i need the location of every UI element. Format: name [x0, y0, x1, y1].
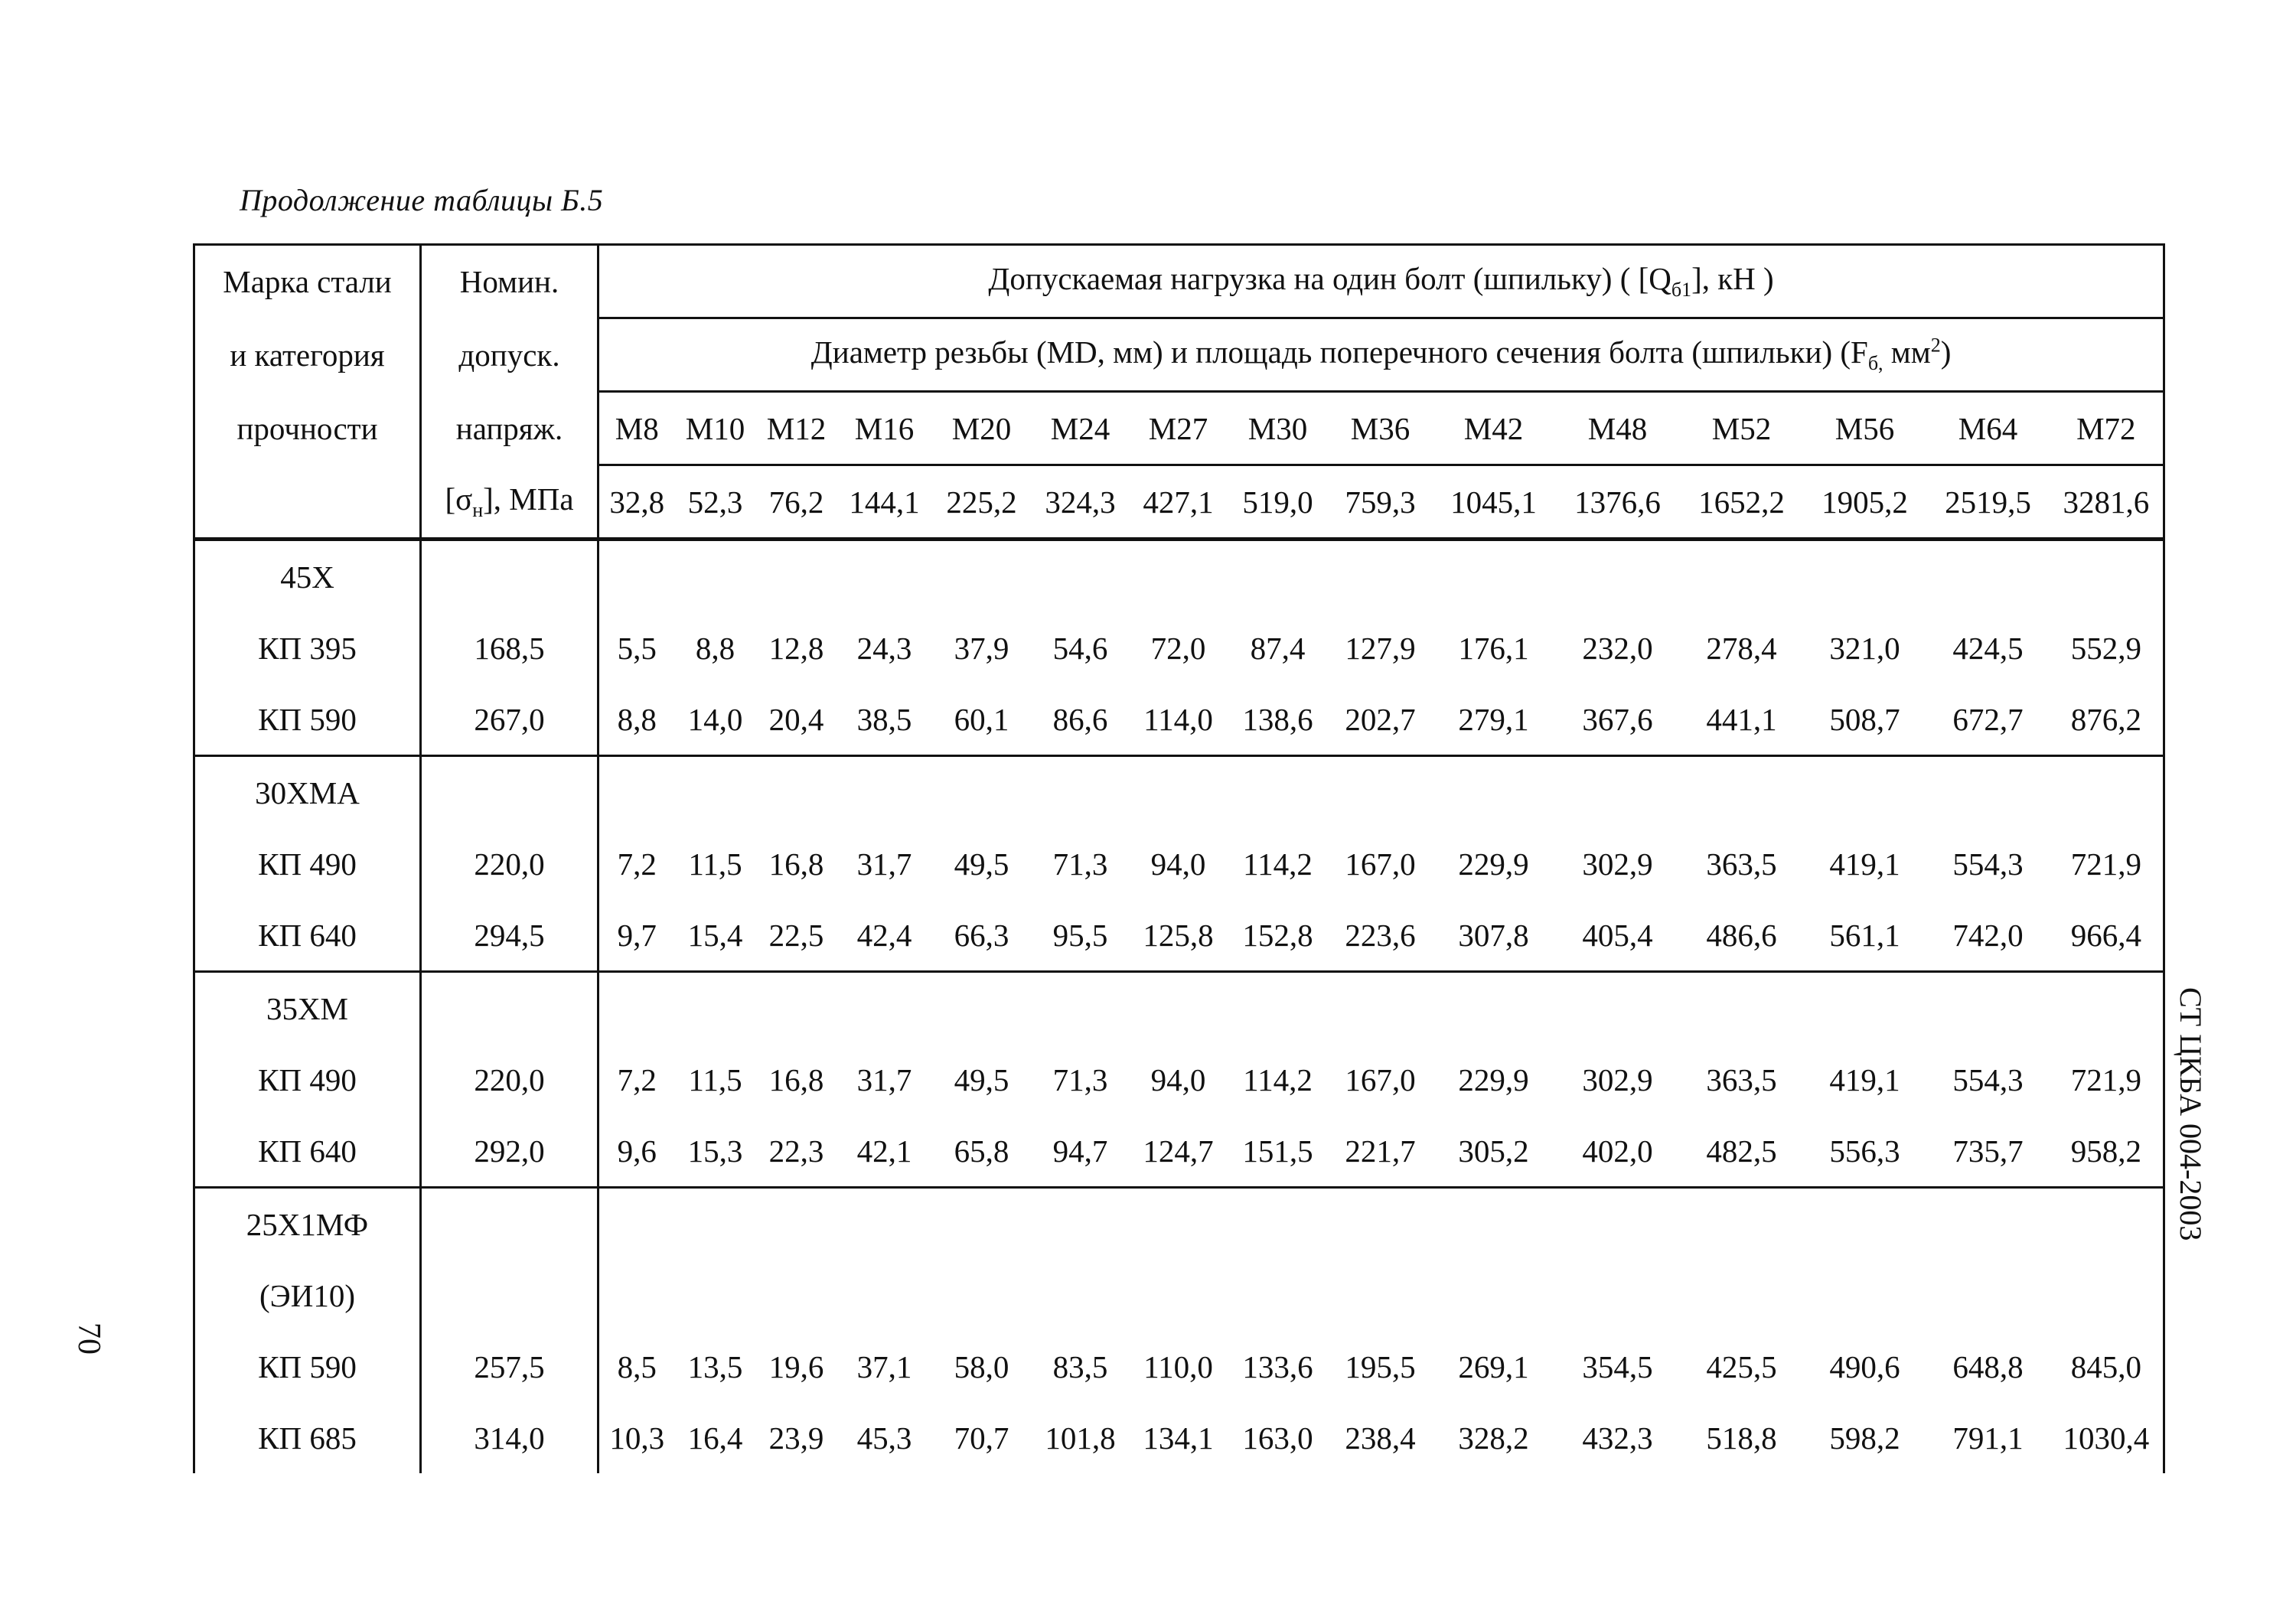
- load-value: 432,3: [1582, 1420, 1653, 1456]
- header-row-1: [194, 245, 2164, 318]
- steel-name-row: [194, 540, 2164, 613]
- steel-grade: 45Х: [194, 540, 421, 613]
- size-header: M72: [2050, 392, 2164, 465]
- load-value: 49,5: [954, 1061, 1009, 1097]
- steel-name-row: [194, 756, 2164, 829]
- allowable-stress: 168,5: [421, 612, 598, 683]
- empty-cell: [598, 1188, 675, 1260]
- size-header: M56: [1803, 392, 1927, 465]
- load-value: 70,7: [954, 1420, 1009, 1456]
- load-value: 11,5: [688, 1061, 742, 1097]
- empty-cell: [675, 1188, 756, 1260]
- strength-category: КП 590: [194, 1331, 421, 1402]
- load-value: 13,5: [687, 1348, 743, 1384]
- area-header: 1652,2: [1681, 465, 1803, 540]
- allowable-stress: 220,0: [421, 828, 598, 899]
- load-value: 419,1: [1829, 1061, 1900, 1097]
- allowable-stress: 220,0: [421, 1044, 598, 1115]
- load-value: 7,2: [598, 828, 675, 899]
- empty-cell: [1032, 1260, 1130, 1331]
- load-value: 482,5: [1681, 1115, 1803, 1188]
- steel-grade: 25Х1МФ: [194, 1188, 421, 1260]
- header-stress-line-3: напряж.: [421, 392, 598, 465]
- empty-cell: [1927, 1260, 2050, 1331]
- load-value: 72,0: [1150, 630, 1206, 666]
- empty-cell: [598, 972, 675, 1045]
- load-value: 490,6: [1829, 1348, 1900, 1384]
- empty-cell: [2050, 1188, 2164, 1260]
- size-header: M10: [675, 392, 756, 465]
- empty-cell: [1803, 540, 1927, 613]
- load-value: 58,0: [954, 1348, 1009, 1384]
- load-value: 328,2: [1458, 1420, 1529, 1456]
- size-header: M48: [1555, 392, 1681, 465]
- area-header: 3281,6: [2050, 465, 2164, 540]
- table-row: [194, 828, 2164, 899]
- size-header: M42: [1433, 392, 1555, 465]
- load-value: 791,1: [1952, 1420, 2024, 1456]
- table-row: [194, 1402, 2164, 1473]
- load-value: 167,0: [1345, 846, 1416, 882]
- load-value: 127,9: [1345, 630, 1416, 666]
- size-header: M24: [1032, 392, 1130, 465]
- table-row: [194, 683, 2164, 756]
- load-value: 95,5: [1032, 899, 1130, 972]
- empty-cell: [932, 972, 1032, 1045]
- load-value: 24,3: [856, 630, 912, 666]
- load-value: 223,6: [1329, 899, 1433, 972]
- load-value: 54,6: [1052, 630, 1108, 666]
- empty-cell: [2050, 972, 2164, 1045]
- load-value: 86,6: [1032, 683, 1130, 756]
- load-value: 31,7: [856, 846, 912, 882]
- strength-category: КП 490: [194, 828, 421, 899]
- load-value: 37,9: [954, 630, 1009, 666]
- header-steel-line-1: Марка стали: [194, 245, 421, 318]
- empty-cell: [1130, 1260, 1228, 1331]
- load-value: 49,5: [954, 846, 1009, 882]
- load-value: 232,0: [1582, 630, 1653, 666]
- load-value: 648,8: [1952, 1348, 2024, 1384]
- load-value: 11,5: [688, 846, 742, 882]
- empty-cell: [1130, 756, 1228, 829]
- strength-category: КП 640: [194, 899, 421, 972]
- load-value: 45,3: [856, 1420, 912, 1456]
- empty-cell: [1433, 1260, 1555, 1331]
- empty-cell: [1803, 1260, 1927, 1331]
- load-value: 958,2: [2050, 1115, 2164, 1188]
- load-value: 8,8: [598, 683, 675, 756]
- area-header: 52,3: [675, 465, 756, 540]
- empty-cell: [932, 1188, 1032, 1260]
- size-header: M30: [1228, 392, 1329, 465]
- header-thread-title: Диаметр резьбы (MD, мм) и площадь поперечного сечения болта (шпильки) ($F_{б,}$ $мм^2$): [598, 318, 2164, 392]
- load-value: 269,1: [1458, 1348, 1529, 1384]
- strength-category: КП 490: [194, 1044, 421, 1115]
- steel-grade: (ЭИ10): [194, 1260, 421, 1331]
- load-value: 14,0: [675, 683, 756, 756]
- area-header: 519,0: [1228, 465, 1329, 540]
- empty-cell: [598, 1260, 675, 1331]
- header-areas-row: [194, 465, 2164, 540]
- load-value: 363,5: [1706, 846, 1777, 882]
- empty-cell: [1803, 756, 1927, 829]
- empty-cell: [1433, 972, 1555, 1045]
- load-value: 321,0: [1829, 630, 1900, 666]
- strength-category: КП 685: [194, 1402, 421, 1473]
- load-value: 367,6: [1555, 683, 1681, 756]
- header-steel-empty: [194, 465, 421, 540]
- load-value: 22,5: [756, 899, 837, 972]
- table-row: [194, 1331, 2164, 1402]
- stress-empty: [421, 756, 598, 829]
- empty-cell: [932, 540, 1032, 613]
- allowable-stress: 257,5: [421, 1331, 598, 1402]
- load-value: 9,7: [598, 899, 675, 972]
- load-value: 151,5: [1228, 1115, 1329, 1188]
- load-value: 124,7: [1130, 1115, 1228, 1188]
- load-value: 876,2: [2050, 683, 2164, 756]
- load-value: 114,2: [1243, 1061, 1313, 1097]
- load-value: 167,0: [1345, 1061, 1416, 1097]
- table-row: [194, 612, 2164, 683]
- load-value: 229,9: [1458, 846, 1529, 882]
- steel-grade: 35ХМ: [194, 972, 421, 1045]
- load-value: 561,1: [1803, 899, 1927, 972]
- empty-cell: [932, 756, 1032, 829]
- load-value: 101,8: [1045, 1420, 1116, 1456]
- size-header: M8: [598, 392, 675, 465]
- empty-cell: [675, 756, 756, 829]
- area-header: 427,1: [1130, 465, 1228, 540]
- table-row: [194, 899, 2164, 972]
- load-value: 176,1: [1458, 630, 1529, 666]
- allowable-stress: 294,5: [421, 899, 598, 972]
- load-value: 114,2: [1243, 846, 1313, 882]
- header-stress-line-2: допуск.: [421, 318, 598, 392]
- steel-name-row: [194, 972, 2164, 1045]
- empty-cell: [1681, 540, 1803, 613]
- size-header: M64: [1927, 392, 2050, 465]
- load-value: 229,9: [1458, 1061, 1529, 1097]
- load-value: 238,4: [1345, 1420, 1416, 1456]
- load-value: 87,4: [1250, 630, 1306, 666]
- load-value: 83,5: [1052, 1348, 1108, 1384]
- load-value: 152,8: [1228, 899, 1329, 972]
- load-value: 742,0: [1927, 899, 2050, 972]
- load-value: 15,4: [675, 899, 756, 972]
- empty-cell: [1329, 1260, 1433, 1331]
- size-header: M52: [1681, 392, 1803, 465]
- load-value: 195,5: [1345, 1348, 1416, 1384]
- load-value: 110,0: [1143, 1348, 1213, 1384]
- empty-cell: [1803, 972, 1927, 1045]
- load-value: 554,3: [1952, 1061, 2024, 1097]
- load-value: 71,3: [1052, 1061, 1108, 1097]
- load-value: 279,1: [1433, 683, 1555, 756]
- empty-cell: [1329, 972, 1433, 1045]
- load-value: 554,3: [1952, 846, 2024, 882]
- empty-cell: [1927, 972, 2050, 1045]
- header-row-2: [194, 318, 2164, 392]
- load-value: 20,4: [756, 683, 837, 756]
- table-caption: Продолжение таблицы Б.5: [240, 183, 604, 217]
- empty-cell: [2050, 540, 2164, 613]
- empty-cell: [837, 756, 932, 829]
- header-steel-line-3: прочности: [194, 392, 421, 465]
- load-value: 424,5: [1952, 630, 2024, 666]
- load-value: 402,0: [1555, 1115, 1681, 1188]
- load-value: 302,9: [1582, 846, 1653, 882]
- empty-cell: [756, 540, 837, 613]
- load-value: 721,9: [2050, 828, 2164, 899]
- load-value: 302,9: [1582, 1061, 1653, 1097]
- load-value: 15,3: [675, 1115, 756, 1188]
- load-value: 966,4: [2050, 899, 2164, 972]
- allowable-stress: 267,0: [421, 683, 598, 756]
- load-value: 138,6: [1228, 683, 1329, 756]
- load-value: 163,0: [1242, 1420, 1313, 1456]
- empty-cell: [1555, 540, 1681, 613]
- load-value: 721,9: [2050, 1044, 2164, 1115]
- steel-name-row: [194, 1188, 2164, 1260]
- header-sizes-row: [194, 392, 2164, 465]
- load-value: 202,7: [1329, 683, 1433, 756]
- load-value: 9,6: [598, 1115, 675, 1188]
- stress-empty: [421, 972, 598, 1045]
- stress-empty: [421, 540, 598, 613]
- header-load-title: Допускаемая нагрузка на один болт (шпильку) ( $[Q_{б1}]$, кН ): [598, 245, 2164, 318]
- table-row: [194, 1115, 2164, 1188]
- empty-cell: [1130, 1188, 1228, 1260]
- empty-cell: [1329, 756, 1433, 829]
- size-header: M20: [932, 392, 1032, 465]
- empty-cell: [675, 540, 756, 613]
- empty-cell: [1228, 1260, 1329, 1331]
- load-value: 10,3: [598, 1402, 675, 1473]
- empty-cell: [1927, 540, 2050, 613]
- area-header: 225,2: [932, 465, 1032, 540]
- empty-cell: [2050, 756, 2164, 829]
- load-value: 37,1: [856, 1348, 912, 1384]
- empty-cell: [1681, 756, 1803, 829]
- load-value: 66,3: [932, 899, 1032, 972]
- empty-cell: [2050, 1260, 2164, 1331]
- header-stress-line-1: Номин.: [421, 245, 598, 318]
- load-value: 305,2: [1433, 1115, 1555, 1188]
- empty-cell: [837, 1260, 932, 1331]
- strength-category: КП 395: [194, 612, 421, 683]
- load-value: 518,8: [1706, 1420, 1777, 1456]
- load-value: 1030,4: [2050, 1402, 2164, 1473]
- empty-cell: [1681, 972, 1803, 1045]
- load-value: 556,3: [1803, 1115, 1927, 1188]
- area-header: 1376,6: [1555, 465, 1681, 540]
- empty-cell: [1032, 540, 1130, 613]
- document-code: СТ ЦКБА 004-2003: [2174, 987, 2208, 1241]
- empty-cell: [756, 756, 837, 829]
- area-header: 1905,2: [1803, 465, 1927, 540]
- area-header: 759,3: [1329, 465, 1433, 540]
- load-value: 19,6: [768, 1348, 824, 1384]
- load-value: 22,3: [756, 1115, 837, 1188]
- load-value: 363,5: [1706, 1061, 1777, 1097]
- load-value: 133,6: [1242, 1348, 1313, 1384]
- load-value: 16,8: [768, 1061, 824, 1097]
- empty-cell: [1555, 1260, 1681, 1331]
- load-value: 31,7: [856, 1061, 912, 1097]
- empty-cell: [1228, 1188, 1329, 1260]
- load-value: 71,3: [1052, 846, 1108, 882]
- empty-cell: [1032, 972, 1130, 1045]
- area-header: 324,3: [1032, 465, 1130, 540]
- strength-category: КП 590: [194, 683, 421, 756]
- area-header: 32,8: [598, 465, 675, 540]
- empty-cell: [1228, 972, 1329, 1045]
- empty-cell: [1433, 756, 1555, 829]
- load-value: 405,4: [1555, 899, 1681, 972]
- area-header: 144,1: [837, 465, 932, 540]
- table-row: [194, 1044, 2164, 1115]
- empty-cell: [1228, 540, 1329, 613]
- empty-cell: [1329, 540, 1433, 613]
- empty-cell: [1681, 1188, 1803, 1260]
- load-value: 16,4: [687, 1420, 743, 1456]
- empty-cell: [1032, 1188, 1130, 1260]
- load-value: 221,7: [1329, 1115, 1433, 1188]
- load-value: 8,5: [598, 1331, 675, 1402]
- empty-cell: [932, 1260, 1032, 1331]
- empty-cell: [837, 1188, 932, 1260]
- load-value: 508,7: [1803, 683, 1927, 756]
- load-value: 7,2: [598, 1044, 675, 1115]
- load-value: 94,0: [1150, 846, 1206, 882]
- empty-cell: [598, 540, 675, 613]
- allowable-stress: 314,0: [421, 1402, 598, 1473]
- steel-grade: 30ХМА: [194, 756, 421, 829]
- load-value: 441,1: [1681, 683, 1803, 756]
- empty-cell: [1433, 540, 1555, 613]
- steel-name-row: [194, 1260, 2164, 1331]
- empty-cell: [1555, 1188, 1681, 1260]
- load-value: 735,7: [1927, 1115, 2050, 1188]
- load-value: 94,0: [1150, 1061, 1206, 1097]
- empty-cell: [756, 1188, 837, 1260]
- strength-category: КП 640: [194, 1115, 421, 1188]
- area-header: 76,2: [756, 465, 837, 540]
- empty-cell: [1228, 756, 1329, 829]
- load-value: 42,1: [837, 1115, 932, 1188]
- empty-cell: [1130, 972, 1228, 1045]
- load-value: 16,8: [768, 846, 824, 882]
- empty-cell: [1433, 1188, 1555, 1260]
- empty-cell: [598, 756, 675, 829]
- empty-cell: [756, 972, 837, 1045]
- load-value: 5,5: [598, 612, 675, 683]
- size-header: M16: [837, 392, 932, 465]
- load-value: 425,5: [1706, 1348, 1777, 1384]
- size-header: M36: [1329, 392, 1433, 465]
- empty-cell: [1681, 1260, 1803, 1331]
- load-value: 845,0: [2050, 1331, 2164, 1402]
- empty-cell: [1927, 756, 2050, 829]
- empty-cell: [837, 972, 932, 1045]
- load-value: 672,7: [1927, 683, 2050, 756]
- load-value: 23,9: [768, 1420, 824, 1456]
- load-value: 94,7: [1032, 1115, 1130, 1188]
- load-value: 354,5: [1582, 1348, 1653, 1384]
- load-value: 307,8: [1433, 899, 1555, 972]
- load-value: 38,5: [837, 683, 932, 756]
- empty-cell: [1130, 540, 1228, 613]
- load-value: 42,4: [837, 899, 932, 972]
- header-steel-line-2: и категория: [194, 318, 421, 392]
- load-value: 125,8: [1130, 899, 1228, 972]
- empty-cell: [1555, 756, 1681, 829]
- load-value: 486,6: [1681, 899, 1803, 972]
- allowable-stress: 292,0: [421, 1115, 598, 1188]
- empty-cell: [1555, 972, 1681, 1045]
- load-value: 8,8: [695, 630, 735, 666]
- load-value: 419,1: [1829, 846, 1900, 882]
- stress-empty: [421, 1260, 598, 1331]
- empty-cell: [1803, 1188, 1927, 1260]
- load-value: 598,2: [1829, 1420, 1900, 1456]
- load-value: 552,9: [2050, 612, 2164, 683]
- size-header: M27: [1130, 392, 1228, 465]
- size-header: M12: [756, 392, 837, 465]
- empty-cell: [1329, 1188, 1433, 1260]
- empty-cell: [675, 1260, 756, 1331]
- load-value: 65,8: [932, 1115, 1032, 1188]
- load-value: 12,8: [768, 630, 824, 666]
- empty-cell: [1032, 756, 1130, 829]
- stress-empty: [421, 1188, 598, 1260]
- load-value: 114,0: [1130, 683, 1228, 756]
- load-value: 278,4: [1706, 630, 1777, 666]
- empty-cell: [1927, 1188, 2050, 1260]
- empty-cell: [837, 540, 932, 613]
- page-number: 70: [71, 1322, 106, 1355]
- area-header: 1045,1: [1433, 465, 1555, 540]
- load-value: 60,1: [932, 683, 1032, 756]
- empty-cell: [756, 1260, 837, 1331]
- load-value: 134,1: [1143, 1420, 1214, 1456]
- bolt-load-table: [193, 243, 2165, 1473]
- area-header: 2519,5: [1927, 465, 2050, 540]
- header-stress-unit: $[\sigma_н]$, МПа: [421, 465, 598, 540]
- empty-cell: [675, 972, 756, 1045]
